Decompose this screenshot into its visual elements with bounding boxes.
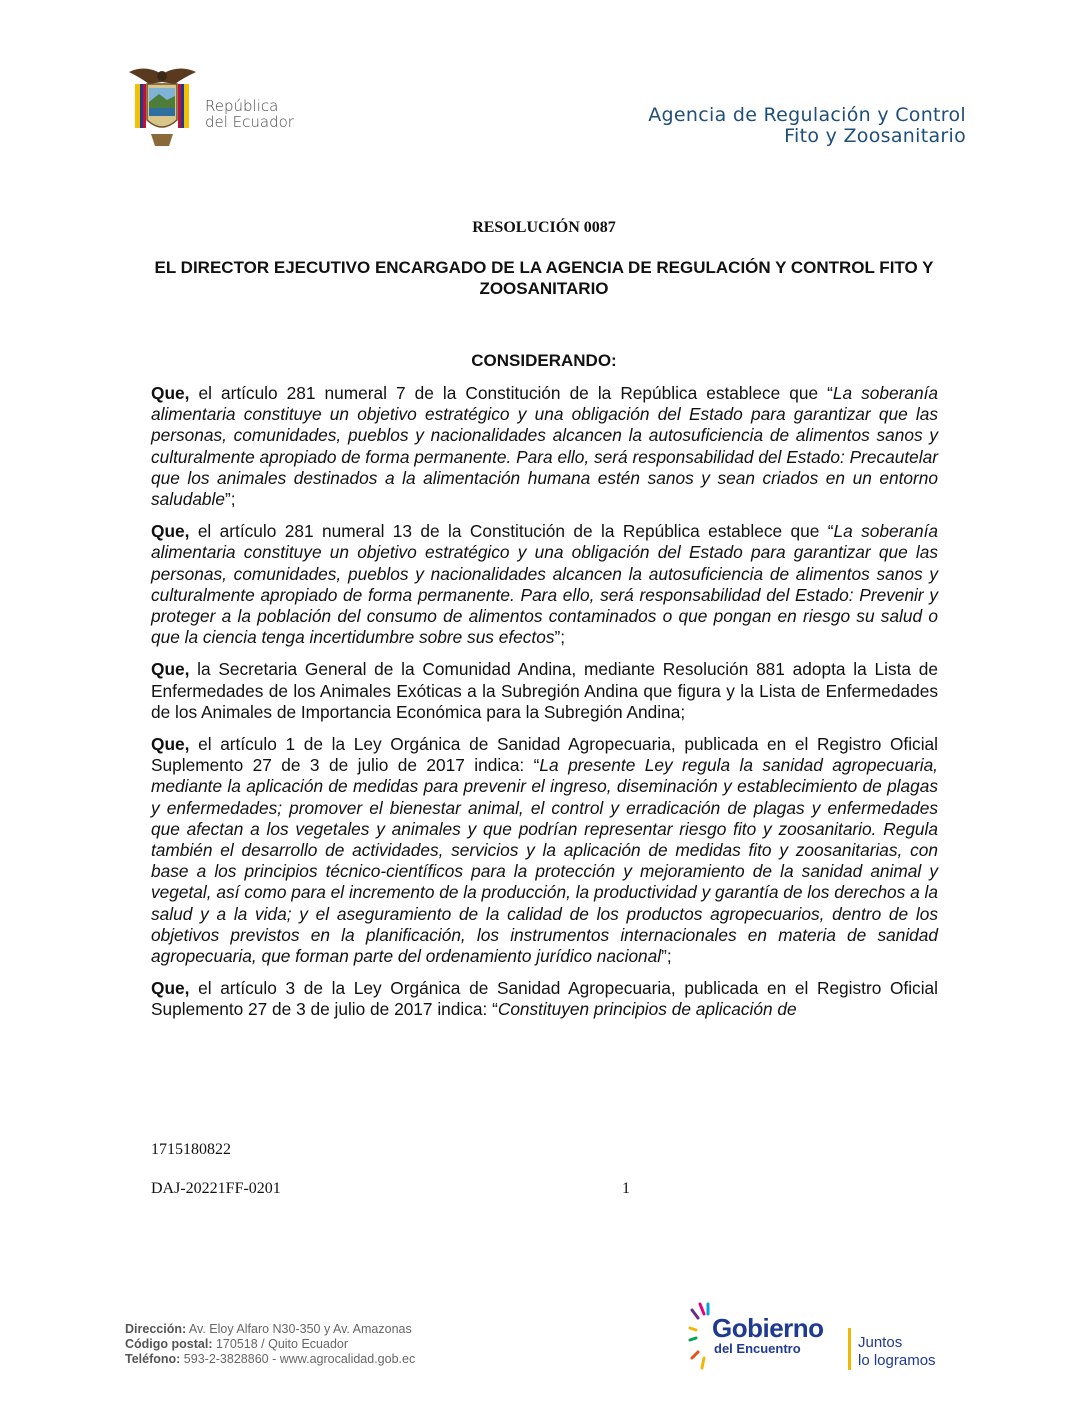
considerando-heading: CONSIDERANDO: xyxy=(471,351,617,370)
paragraph-text: el artículo 281 numeral 13 de la Constitución de la República establece que “ xyxy=(189,521,834,542)
paragraph-quote: La soberanía alimentaria constituye un objetivo estratégico y una obligación del Estado para garantizar que las personas, comunidades, pueblos y nacionalidades alcancen la autosuficiencia de alimentos sanos y culturalmente apropiado de forma permanente. Para ello, será responsabilidad del Estado: Precautelar que los animales destinados a la alimentación humana estén sanos y sean criados en un entorno saludable xyxy=(151,383,939,510)
document-body xyxy=(151,383,938,1032)
gobierno-logo xyxy=(688,1302,968,1374)
agency-name xyxy=(648,105,966,147)
paragraph-lead: Que, xyxy=(151,659,190,680)
paragraph-lead: Que, xyxy=(151,383,190,403)
paragraph-text: la Secretaria General de la Comunidad Andina, mediante Resolución 881 adopta la Lista de Enfermedades de los Animales Exóticas a la Subregión Andina que figura y la Lista de Enfermedades de los Animales de Importancia Económica para la Subregión Andina; xyxy=(151,659,938,722)
country-line-1: República xyxy=(205,97,279,115)
paragraph-quote: La soberanía alimentaria constituye un objetivo estratégico y una obligación del Estado para garantizar que las personas, comunidades, pueblos y nacionalidades alcancen la autosuficiencia de alimentos sanos y culturalmente apropiado de forma permanente. Para ello, será responsabilidad del Estado: Prevenir y proteger a la población del consumo de alimentos contaminados o que pongan en riesgo su salud o que la ciencia tenga incertidumbre sobre sus efectos xyxy=(151,521,938,648)
postal-line xyxy=(125,1337,415,1352)
paragraph-5 xyxy=(151,978,938,1020)
postal-value: 170518 / Quito Ecuador xyxy=(212,1337,349,1351)
paragraph-quote: La presente Ley regula la sanidad agropecuaria, mediante la aplicación de medidas para prevenir el ingreso, diseminación y establecimiento de plagas y enfermedades; promover el bienestar animal, el control y erradicación de plagas y enfermedades que afectan a los vegetales y animales y que podrían representar riesgo fito y zoosanitario. Regula también el desarrollo de actividades, servicios y la aplicación de medidas fito y zoosanitarias, con base a los principios técnico-científicos para la protección y mejoramiento de la sanidad animal y vegetal, así como para el incremento de la producción, la productividad y garantía de los derechos a la salud y a la vida; y el aseguramiento de la calidad de los productos agropecuarios, dentro de los objetivos previstos en la planificación, los instrumentos internacionales en materia de sanidad agropecuaria, que forman parte del ordenamiento jurídico nacional xyxy=(151,755,938,967)
postal-label: Código postal: xyxy=(125,1337,213,1351)
phone-value: 593-2-3828860 - www.agrocalidad.gob.ec xyxy=(180,1352,416,1366)
address-label: Dirección: xyxy=(125,1322,187,1336)
document-code: DAJ-20221FF-0201 xyxy=(151,1180,281,1197)
paragraph-3 xyxy=(151,659,938,723)
republica-logo xyxy=(125,62,315,162)
paragraph-1 xyxy=(151,383,938,510)
paragraph-4 xyxy=(151,734,938,967)
slogan-line-2: lo logramos xyxy=(858,1352,936,1369)
country-name xyxy=(205,98,294,130)
paragraph-quote: Constituyen principios de aplicación de xyxy=(497,999,797,1020)
issuer-title: EL DIRECTOR EJECUTIVO ENCARGADO DE LA AGENCIA DE REGULACIÓN Y CONTROL FITO Y ZOOSANITARIO xyxy=(154,258,934,298)
paragraph-tail: ”; xyxy=(661,946,672,967)
address-line xyxy=(125,1322,415,1337)
gobierno-slogan xyxy=(858,1334,936,1370)
document-number: 1715180822 xyxy=(151,1141,231,1158)
phone-line xyxy=(125,1352,415,1367)
phone-label: Teléfono: xyxy=(125,1352,181,1366)
paragraph-lead: Que, xyxy=(151,521,190,542)
paragraph-tail: ”; xyxy=(554,627,566,648)
agency-line-1: Agencia de Regulación y Control xyxy=(648,104,966,126)
paragraph-text: el artículo 1 de la Ley Orgánica de Sanidad Agropecuaria, publicada en el Registro Oficial Suplemento 27 de 3 de julio de 2017 indica: “ xyxy=(151,734,938,776)
address-value: Av. Eloy Alfaro N30-350 y Av. Amazonas xyxy=(186,1322,412,1336)
agency-line-2: Fito y Zoosanitario xyxy=(784,125,966,147)
logo-divider xyxy=(848,1328,851,1370)
gobierno-subname: del Encuentro xyxy=(714,1341,801,1356)
gobierno-wordmark xyxy=(712,1314,824,1356)
paragraph-2 xyxy=(151,521,938,648)
coat-of-arms-icon xyxy=(125,62,200,156)
paragraph-text: el artículo 3 de la Ley Orgánica de Sanidad Agropecuaria, publicada en el Registro Oficial Suplemento 27 de 3 de julio de 2017 indica: “ xyxy=(151,978,938,1020)
paragraph-tail: ”; xyxy=(225,489,236,510)
paragraph-text: el artículo 281 numeral 7 de la Constitución de la República establece que “ xyxy=(189,383,833,403)
country-line-2: del Ecuador xyxy=(205,113,294,131)
slogan-line-1: Juntos xyxy=(858,1334,903,1351)
gobierno-name: Gobierno xyxy=(712,1313,824,1343)
footer-address xyxy=(125,1322,415,1367)
paragraph-lead: Que, xyxy=(151,734,190,755)
paragraph-lead: Que, xyxy=(151,978,190,999)
page-number: 1 xyxy=(622,1180,630,1197)
resolution-title: RESOLUCIÓN 0087 xyxy=(472,219,616,236)
